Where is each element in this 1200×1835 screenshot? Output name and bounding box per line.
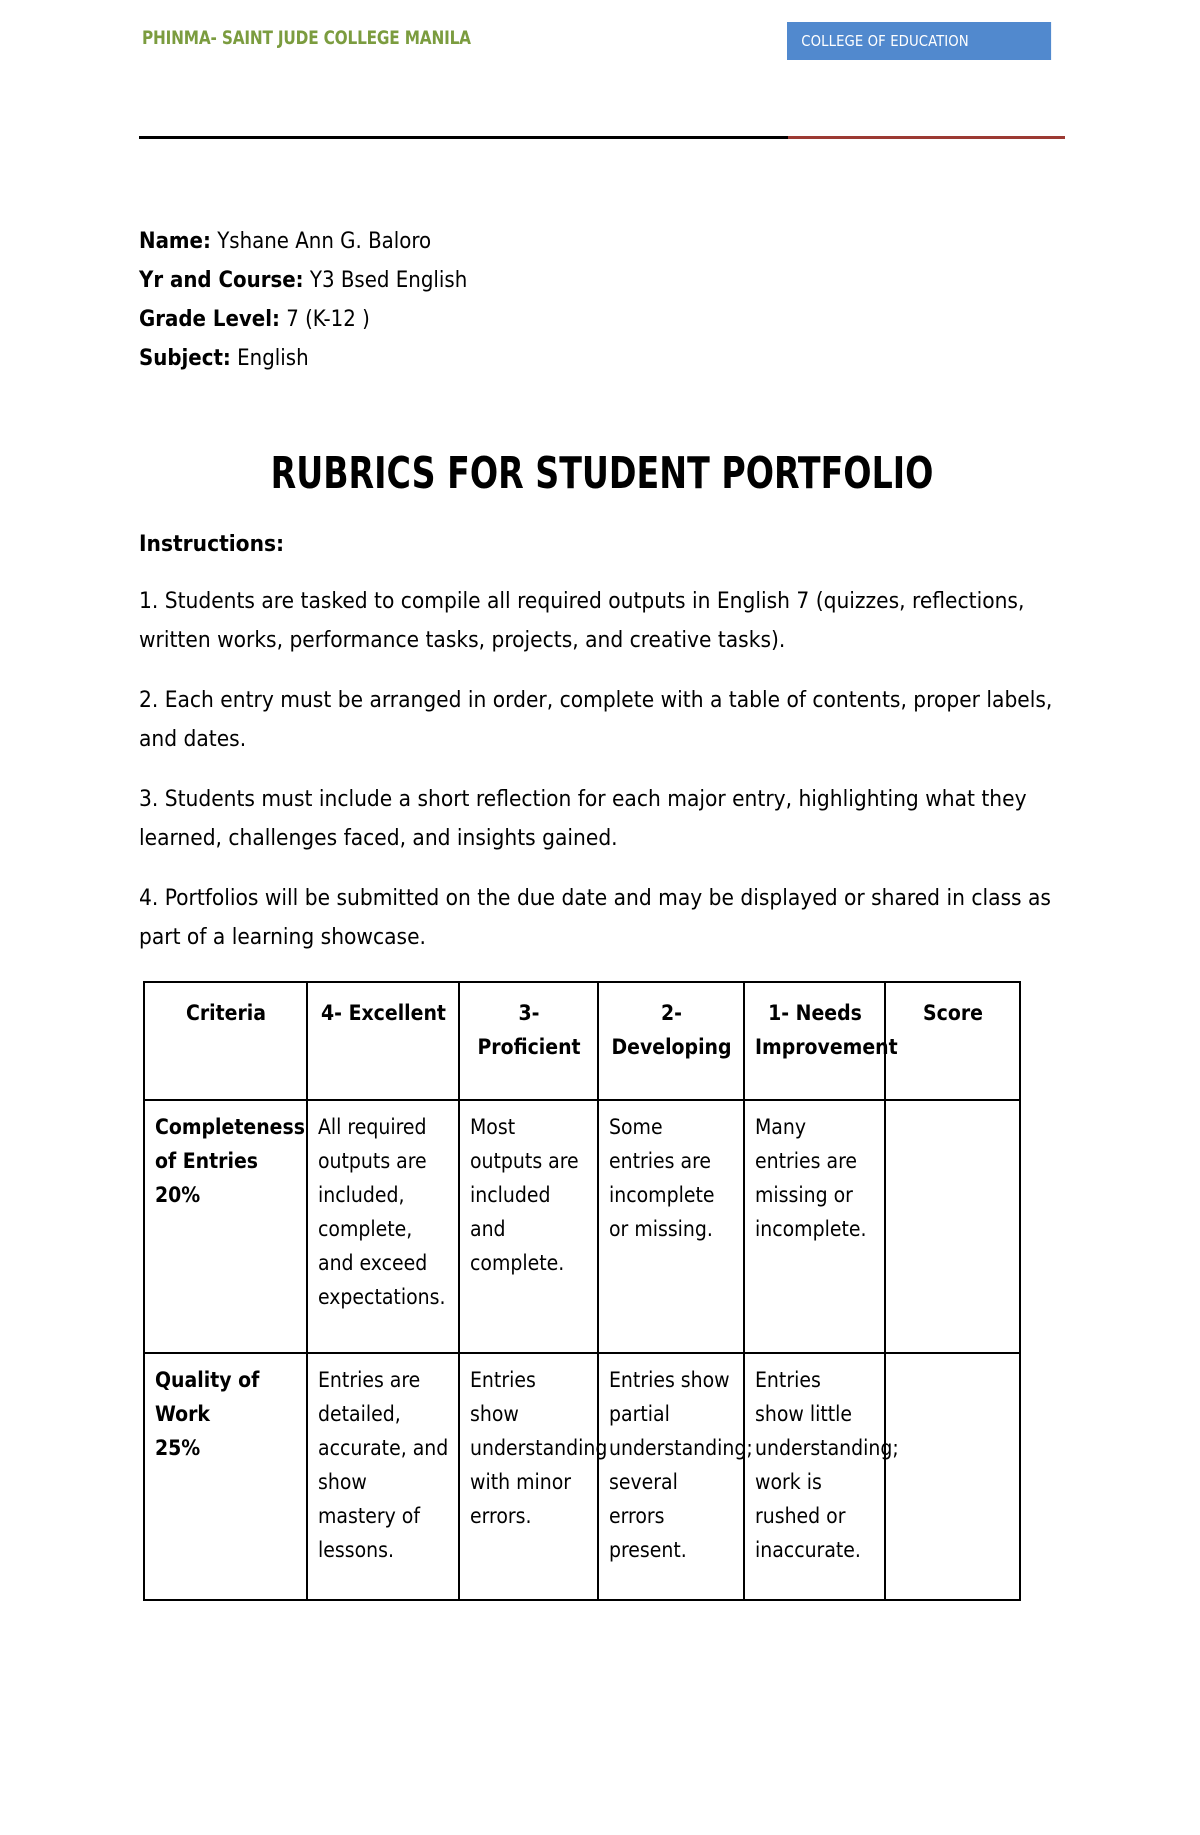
column-header-developing: 2- Developing	[598, 982, 744, 1100]
criteria-weight: 25%	[155, 1436, 201, 1460]
rubric-table	[143, 981, 1021, 1601]
instruction-item: 3. Students must include a short reflection for each major entry, highlighting what they learned, challenges faced, and insights gained.	[139, 786, 1027, 851]
cell-criteria	[144, 1353, 307, 1600]
subject-value: English	[237, 346, 309, 371]
instructions-heading: Instructions:	[139, 531, 285, 557]
column-header-needs-improvement: 1- Needs Improvement	[744, 982, 885, 1100]
criteria-weight: 20%	[155, 1183, 201, 1207]
letterhead	[139, 0, 1065, 62]
course-value: Y3 Bsed English	[309, 268, 468, 293]
column-header-score: Score	[885, 982, 1020, 1100]
info-line-course	[139, 261, 1065, 300]
cell-score-input[interactable]	[885, 1353, 1020, 1600]
organization-name: PHINMA- SAINT JUDE COLLEGE MANILA	[142, 28, 471, 49]
column-header-criteria: Criteria	[144, 982, 307, 1100]
grade-level-value: 7 (K-12 )	[286, 307, 370, 332]
letterhead-row	[139, 22, 1065, 58]
divider-red-segment	[788, 136, 1065, 139]
table-row	[144, 1100, 1020, 1353]
info-line-subject	[139, 339, 1065, 378]
cell-proficient: Most outputs are included and complete.	[459, 1100, 598, 1353]
table-header-row	[144, 982, 1020, 1100]
grade-level-label: Grade Level:	[139, 307, 280, 332]
criteria-name: Quality of Work	[155, 1368, 260, 1426]
column-header-excellent: 4- Excellent	[307, 982, 459, 1100]
cell-developing: Entries show partial understanding; several errors present.	[598, 1353, 744, 1600]
course-label: Yr and Course:	[139, 268, 304, 293]
instruction-item: 4. Portfolios will be submitted on the due date and may be displayed or shared in class as part of a learning showcase.	[139, 885, 1051, 950]
cell-excellent: All required outputs are included, complete, and exceed expectations.	[307, 1100, 459, 1353]
letterhead-divider	[139, 136, 1065, 140]
divider-black-segment	[139, 136, 788, 139]
name-value: Yshane Ann G. Baloro	[217, 229, 432, 254]
page-title: RUBRICS FOR STUDENT PORTFOLIO	[270, 448, 934, 499]
department-badge: COLLEGE OF EDUCATION	[787, 22, 1051, 60]
cell-criteria	[144, 1100, 307, 1353]
cell-needs-improvement: Entries show little understanding; work is rushed or inaccurate.	[744, 1353, 885, 1600]
student-info-block	[139, 222, 1065, 378]
cell-proficient: Entries show understanding with minor errors.	[459, 1353, 598, 1600]
table-row	[144, 1353, 1020, 1600]
instruction-item: 1. Students are tasked to compile all required outputs in English 7 (quizzes, reflections, written works, performance tasks, projects, and creative tasks).	[139, 588, 1025, 653]
rubric-table-body	[144, 1100, 1020, 1600]
info-line-name	[139, 222, 1065, 261]
cell-score-input[interactable]	[885, 1100, 1020, 1353]
instructions-section	[139, 525, 1065, 978]
cell-needs-improvement: Many entries are missing or incomplete.	[744, 1100, 885, 1353]
column-header-proficient: 3- Proficient	[459, 982, 598, 1100]
cell-developing: Some entries are incomplete or missing.	[598, 1100, 744, 1353]
info-line-grade-level	[139, 300, 1065, 339]
criteria-name: Completeness of Entries	[155, 1115, 305, 1173]
subject-label: Subject:	[139, 346, 231, 371]
instruction-item: 2. Each entry must be arranged in order, complete with a table of contents, proper labels, and dates.	[139, 687, 1053, 752]
cell-excellent: Entries are detailed, accurate, and show mastery of lessons.	[307, 1353, 459, 1600]
rubric-table-head	[144, 982, 1020, 1100]
name-label: Name:	[139, 229, 211, 254]
